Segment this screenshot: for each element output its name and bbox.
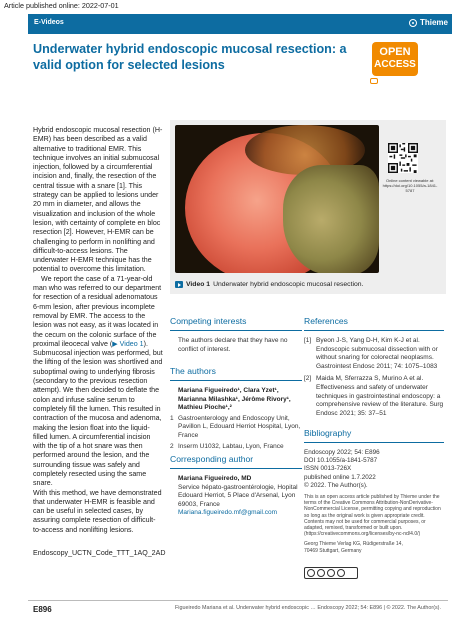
corresponding-author-address: Service hépato-gastroentérologie, Hopital Edouard Herriot, 5 Place d'Arsenal, Lyon 69003, France: [178, 483, 298, 508]
bibliography-heading: Bibliography: [304, 428, 444, 443]
video-caption-text: Underwater hybrid endoscopic mucosal resection.: [213, 281, 364, 288]
competing-interests-section: [170, 316, 302, 354]
references-heading: References: [304, 316, 444, 331]
competing-interests-heading: Competing interests: [170, 316, 302, 331]
thieme-logo-icon: [409, 19, 417, 27]
play-video-icon[interactable]: [175, 281, 183, 288]
page-number: E896: [33, 605, 52, 614]
body-paragraph-2-a: We report the case of a 71-year-old man who was referred to our department for resection of a residual adenomatous 6-mm lesion, after previous incomplete removal by EMR. The access to the lesion was not easy, as it was located in the cecum on the colonic surface of the proximal ileocecal valve (: [33, 274, 162, 348]
references-list: [304, 337, 444, 418]
affiliation-number: 1: [170, 414, 174, 422]
authors-section: [170, 366, 302, 451]
cc-icon: [307, 569, 315, 577]
endoscopy-video-frame[interactable]: [175, 125, 379, 273]
bibliography-doi: DOI 10.1055/a-1841-5787: [304, 457, 378, 465]
qr-code-icon[interactable]: [388, 143, 418, 173]
authors-heading: The authors: [170, 366, 302, 381]
references-section: [304, 316, 444, 422]
bibliography-issn: ISSN 0013-726X: [304, 465, 352, 473]
affiliation-text: Gastroenterology and Endoscopy Unit, Pavillon L, Edouard Herriot Hospital, Lyon, France: [178, 414, 301, 439]
bibliography-section: [304, 428, 444, 554]
qr-caption: Online content viewable at: https://doi.org/10.1055/a-1841-5787: [382, 178, 438, 193]
body-paragraph-2: [33, 275, 163, 489]
lesion-region: [283, 165, 379, 273]
video-1-link[interactable]: ▶ Video 1: [112, 339, 144, 348]
affiliation-text: Inserm U1032, Labtau, Lyon, France: [178, 442, 284, 450]
publisher-brand: [409, 18, 448, 27]
footer-divider: [28, 600, 448, 601]
bibliography-published: published online 1.7.2022: [304, 473, 376, 481]
competing-interests-text: The authors declare that they have no conflict of interest.: [178, 337, 288, 353]
bibliography-journal: Endoscopy 2022; 54: E896: [304, 449, 380, 456]
reference-item: [304, 375, 444, 418]
corresponding-author-name: Mariana Figueiredo, MD: [178, 475, 252, 482]
open-access-line2: ACCESS: [374, 59, 416, 70]
nc-icon: [327, 569, 335, 577]
open-lock-icon: [370, 78, 378, 84]
reference-item: [304, 337, 444, 371]
publisher-address-2: 70469 Stuttgart, Germany: [304, 547, 362, 554]
endoscopy-code: Endoscopy_UCTN_Code_TTT_1AQ_2AD: [33, 549, 166, 558]
publisher-address-1: Georg Thieme Verlag KG, Rüdigerstraße 14,: [304, 541, 403, 548]
publisher-brand-text: Thieme: [419, 18, 448, 27]
reference-text: Byeon J-S, Yang D-H, Kim K-J et al. Endoscopic submucosal dissection with or without snaring for colorectal neoplasms. Gastrointest Endosc 2011; 74: 1075–1083: [316, 337, 438, 370]
section-label: E-Videos: [34, 19, 64, 26]
article-title: Underwater hybrid endoscopic mucosal resection: a valid option for selected lesions: [33, 42, 347, 72]
by-icon: [317, 569, 325, 577]
section-banner: [28, 14, 452, 34]
author-names: Mariana Figueiredo¹, Clara Yzet¹, Marianna Milashka¹, Jérôme Rivory¹, Mathieu Pioche¹,²: [178, 387, 291, 412]
bibliography-copyright: © 2022. The Author(s).: [304, 481, 368, 489]
bibliography-body: [304, 449, 444, 554]
reference-number: [2]: [304, 375, 312, 383]
corresponding-author-body: [170, 475, 302, 518]
license-text: This is an open access article published by Thieme under the terms of the Creative Commons Attribution-NonDerivative-NonCommercial License, permitting copying and reproduction so long as the original work is given appropriate credit. Contents may not be used for commercial purposes, or adapted, remixed, transformed or built upon. (https://creativecommons.org/licenses/by-nc-nd/4.0/): [304, 494, 441, 538]
creative-commons-license-icon: [304, 567, 358, 579]
affiliation-item: [170, 443, 302, 452]
authors-body: [170, 387, 302, 451]
reference-number: [1]: [304, 337, 312, 344]
body-paragraph-2-b: ). Submucosal injection was performed, but the lifting of the lesion was shortlived and suboptimal owing to underlying fibrosis (secondary to the previous resection attempt). We then decided to deflate the colon and infuse saline serum to completely fill the lumen. This resulted in contraction of the mucosa and adenoma, making the lesion float into the liquid-filled lumen. A circumferential incision with the tip of a hot snare was then performed around the lesion, and the surrounding tissue was safely and completely resected using the same snare.: [33, 339, 163, 488]
body-paragraph-3: With this method, we have demonstrated that underwater H-EMR is feasible and can be useful in selected cases, by assuring complete resection of difficult-to-access and nonlifting lesions.: [33, 488, 162, 534]
corresponding-author-section: [170, 454, 302, 518]
footer-citation: Figueiredo Mariana et al. Underwater hybrid endoscopic … Endoscopy 2022; 54: E896 | © 2022. The Author(s).: [175, 605, 441, 611]
open-access-line1: OPEN: [379, 46, 411, 58]
video-caption: [175, 281, 363, 288]
body-paragraph-1: Hybrid endoscopic mucosal resection (H-EMR) has been described as a valid alternative to traditional EMR. This technique involves an initial submucosal injection, followed by a circumferential incision and, finally, the resection of the central tissue with a snare [1]. This strategy can be applied to lesions under 20 mm in diameter, and allows the visualization and inclusion of the whole lesion, with certainty of complete en bloc resection [2]. However, H-EMR can be challenging to perform in nonlifting and difficult-to-access lesions. The underwater H-EMR technique has the potential to overcome this limitation.: [33, 126, 163, 274]
open-access-badge: [372, 42, 418, 76]
publication-date-line: Article published online: 2022-07-01: [4, 1, 119, 10]
affiliation-number: 2: [170, 442, 174, 450]
corresponding-author-heading: Corresponding author: [170, 454, 302, 469]
video-caption-label: Video 1: [186, 281, 211, 288]
reference-text: Maida M, Sferrazza S, Murino A et al. Effectiveness and safety of underwater techniques in gastrointestinal endoscopy: a comprehensive review of the literature. Surg Endosc 2021; 35: 37–51: [316, 375, 444, 417]
article-body: [33, 126, 166, 558]
corresponding-author-email[interactable]: Mariana.figueiredo.mf@gmail.com: [178, 509, 278, 517]
affiliation-item: [170, 415, 302, 441]
nd-icon: [337, 569, 345, 577]
